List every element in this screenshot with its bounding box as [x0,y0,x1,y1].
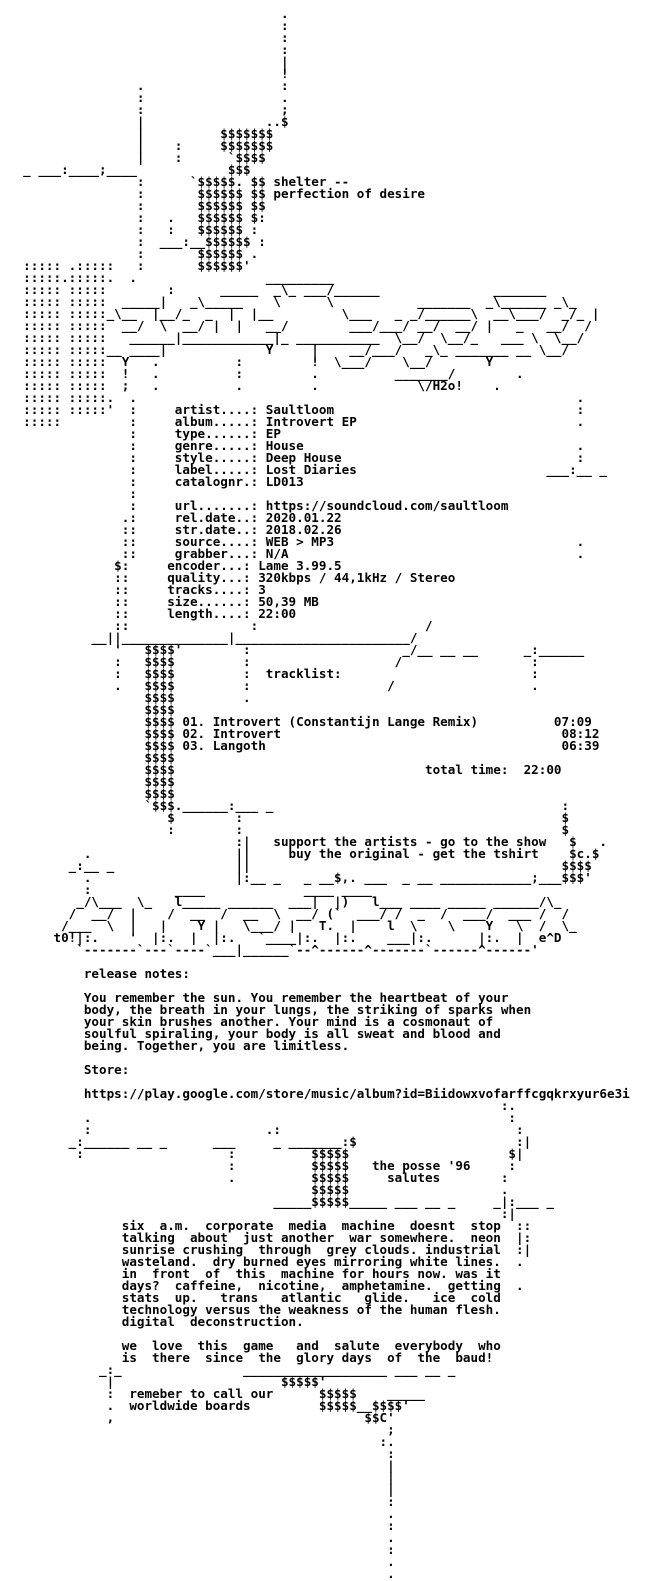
nfo-line: `-------`---`----`___|______`--^------^-------`------^------' [8,942,539,957]
nfo-line: : ; [8,102,289,117]
nfo-line: is there since the glory days of the baud! [8,1350,494,1365]
nfo-line: /___ \ | | Y | \___/ | T. | l \ \ Y \ / \_ [8,918,577,933]
nfo-line: _:__ _ || $$$$ [8,858,592,873]
nfo-line: ::::: : album.....: Introvert EP . [8,414,585,429]
nfo-line: $: encoder...: Lame 3.99.5 [8,558,342,573]
nfo-line: :. [8,1434,395,1449]
nfo-line: : .: : [8,1122,524,1137]
nfo-line: :: tracks....: 3 [8,582,266,597]
nfo-line: ::::: ::::: : _____ _\_ ___/______ _______ [8,282,547,297]
nfo-line: talking about just another war somewhere. neon |: [8,1230,532,1245]
nfo-line: __||______________|_______________________/ [8,630,418,645]
nfo-line: | ..$ [8,114,289,129]
nfo-line: : [8,18,289,33]
nfo-line: . [8,1566,395,1581]
nfo-line: ' $$$$' : _/__ __ __ _:______ [8,642,585,657]
nfo-line: :: grabber...: N/A . [8,546,585,561]
nfo-line: _/\___ \_ l_____ ______ ___| |) l___ ____ _____ ______/\_ [8,894,562,909]
nfo-line: : : $ [8,822,570,837]
nfo-line: : $$$$ : / : [8,654,539,669]
nfo-line: ::::: ::::: __/ \ __/ | | __/ ___/___/ __/ __/ | _ __/ / [8,318,592,333]
nfo-line: stats up. trans atlantic glide. ice cold [8,1290,501,1305]
nfo-line: : genre.....: House . [8,438,585,453]
nfo-line: we love this game and salute everybody who [8,1338,501,1353]
nfo-line: . [8,1506,395,1521]
nfo-line: .: rel.date..: 2020.01.22 [8,510,342,525]
nfo-line: : $$$$$$ . [8,246,259,261]
nfo-line: : remeber to call our $$$$$ _____ [8,1386,426,1401]
nfo-line: wasteland. dry burned eyes mirroring white lines. . [8,1254,524,1269]
nfo-line: Store: [8,1062,130,1077]
nfo-line: $$$$ [8,702,175,717]
nfo-line: You remember the sun. You remember the heartbeat of your [8,990,509,1005]
nfo-line: ::::: ::::: ! . : . _______/ . [8,366,524,381]
nfo-text-block [8,8,630,1580]
nfo-line: ::::: ::::: ______|____________|_ ___________ \__/ \__/_ ___ \ \__/ [8,330,585,345]
nfo-line: $$$$ [8,774,175,789]
nfo-line: ! [8,66,289,81]
nfo-line: : ___:__$$$$$$ : [8,234,266,249]
nfo-line: $$$$ 02. Introvert 08:12 [8,726,600,741]
nfo-line: _ ___:____;____ $$$ [8,162,251,177]
nfo-line: $$$$$ . [8,1182,509,1197]
nfo-line: : [8,486,137,501]
nfo-line: your skin brushes another. Your mind is a cosmonaut of [8,1014,494,1029]
nfo-line: . $$$$ : / . [8,678,539,693]
nfo-line: $$$$ 03. Langoth 06:39 [8,738,600,753]
nfo-line: :: quality...: 320kbps / 44,1kHz / Stereo [8,570,456,585]
nfo-line: $$$$ total time: 22:00 [8,762,562,777]
nfo-line: | [8,54,289,69]
nfo-line: $ : $ [8,810,570,825]
nfo-line: six a.m. corporate media machine doesnt stop :: [8,1218,532,1233]
nfo-line: : ____ ____ ____ [8,882,372,897]
nfo-line: :| [8,1206,516,1221]
nfo-line: t0!|:. ' |:. | |:. `____|:. |:. ___|:. |:. | e^D [8,930,562,945]
nfo-line: : url.......: https://soundcloud.com/saultloom [8,498,509,513]
nfo-line: $$$$ [8,786,175,801]
nfo-line: : type......: EP [8,426,281,441]
nfo-line: | : `$$$$ [8,150,266,165]
nfo-line: : $$$$ : tracklist: : [8,666,539,681]
nfo-line: : . [8,90,289,105]
nfo-line: : $$$$$$ $$ [8,198,266,213]
nfo-line: | $$$$$' [8,1374,327,1389]
nfo-line: :: length....: 22:00 [8,606,297,621]
nfo-line: digital deconstruction. [8,1314,304,1329]
nfo-line: / __/ | / __ / __ \ __/ (` ___/ / _ / ___/ ___ / / [8,906,570,921]
nfo-line: : . $$$$$$ $: [8,210,266,225]
nfo-line: _:______ __ _ ___ _ _______:$ :| [8,1134,532,1149]
nfo-line: $$$$ 01. Introvert (Constantijn Lange Remix) 07:09 [8,714,592,729]
nfo-line: ::::: .::::: : $$$$$$' [8,258,251,273]
nfo-line: ::::: :::::. . . [8,390,585,405]
nfo-line: : [8,1518,395,1533]
nfo-line: : : $$$$$$ : [8,222,259,237]
nfo-line: :: source....: WEB > MP3 . [8,534,585,549]
nfo-line: : $$$$$ the posse '96 : [8,1158,516,1173]
nfo-line: _:_ ___________________ ___ __ _ [8,1362,456,1377]
nfo-line: | [8,1482,395,1497]
nfo-line: : catalognr.: LD013 [8,474,304,489]
nfo-line: technology versus the weakness of the human flesh. [8,1302,501,1317]
nfo-line: . [8,1530,395,1545]
nfo-line: release notes: [8,966,190,981]
nfo-line: | : $$$$$$$ [8,138,274,153]
nfo-line: body, the breath in your lungs, the striking of sparks when [8,1002,532,1017]
nfo-line: | [8,1458,395,1473]
nfo-line: :. [8,1098,516,1113]
nfo-line: . |:__ _ _ __$,. ___ _ __ ____________;___$$$' [8,870,592,885]
nfo-line: : label.....: Lost Diaries ___:__ _ [8,462,607,477]
nfo-line: :: str.date..: 2018.02.26 [8,522,342,537]
nfo-line: ::::: ::::: ; . . . \/H2o! . [8,378,501,393]
nfo-line: $$$$ . [8,690,251,705]
nfo-line: : [8,30,289,45]
nfo-line: : $$$$$$ $$ perfection of desire [8,186,426,201]
nfo-line: soulful spiraling, your body is all sweat and blood and [8,1026,501,1041]
nfo-line: :: : / [8,618,433,633]
nfo-line: days? caffeine, nicotine, amphetamine. getting . [8,1278,524,1293]
nfo-line: . [8,1554,395,1569]
nfo-line: _____$$$$$_____ ___ __ _ _|:___ _ [8,1194,554,1209]
nfo-line: ::::: :::::_\__ |__/_ _ | |__ \___ _ _/______\ __\___/ _/_ | [8,306,600,321]
nfo-line: $$$$ [8,750,175,765]
nfo-line: : : $$$$$ $| [8,1146,524,1161]
nfo-line: . $$$$$ salutes : [8,1170,509,1185]
nfo-line: . worldwide boards $$$$$__$$$$' [8,1398,410,1413]
nfo-line: ::::: ::::: _____| _\_____ \ \ _______ _\______ _\_ [8,294,577,309]
nfo-line: ::::: ::::: Y . : ! \___/ \__/ Y [8,354,494,369]
nfo-line: . || buy the original - get the tshirt $c.$ [8,846,600,861]
nfo-line: :: size......: 50,39 MB [8,594,319,609]
nfo-line: ::::: :::::__ ____| Y | __/___/ _\_ _______ __ \__/ [8,342,570,357]
nfo-line: . [8,6,289,21]
nfo-line: : [8,1494,395,1509]
nfo-line: | [8,1470,395,1485]
nfo-line: being. Together, you are limitless. [8,1038,350,1053]
nfo-line: . : [8,78,289,93]
nfo-line: :::::.:::::. . _________ [8,270,335,285]
nfo-line: sunrise crushing through grey clouds. industrial :| [8,1242,532,1257]
nfo-line: https://play.google.com/store/music/album?id=Biidowxvofarffcgqkrxyur6e3i [8,1086,630,1101]
nfo-line: : [8,42,289,57]
nfo-line: | $$$$$$$ [8,126,274,141]
nfo-line: ::::: :::::' : artist....: Saultloom : [8,402,585,417]
nfo-line: : [8,1446,395,1461]
nfo-line: ; [8,1422,395,1437]
nfo-line: : [8,1542,395,1557]
nfo-line: `$$$.______:___ _ : [8,798,570,813]
nfo-line: in front of this machine for hours now. was it [8,1266,501,1281]
nfo-line: . : [8,1110,516,1125]
nfo-line: : style.....: Deep House : [8,450,585,465]
nfo-line: : `$$$$$. $$ shelter -- [8,174,350,189]
nfo-line: :| support the artists - go to the show $ . [8,834,607,849]
nfo-line: , $$C' [8,1410,395,1425]
